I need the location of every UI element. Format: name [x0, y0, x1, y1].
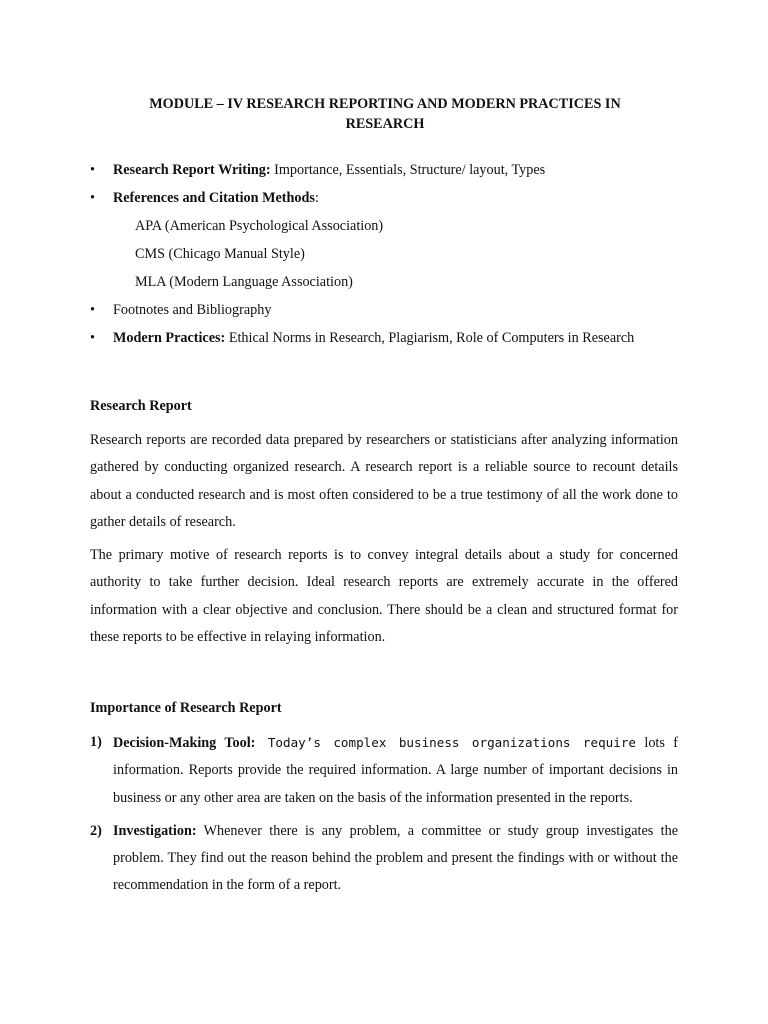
- importance-item-label: Decision-Making Tool:: [113, 735, 256, 751]
- title-line-1: MODULE – IV RESEARCH REPORTING AND MODERN PRACTICES IN: [149, 96, 621, 112]
- outline-item-footnotes: [90, 300, 690, 328]
- outline-item-label: References and Citation Methods: [113, 190, 315, 206]
- outline-subitem-apa: APA (American Psychological Association): [135, 218, 384, 234]
- bullet-icon: •: [90, 330, 95, 346]
- outline-item-report-writing: [90, 160, 690, 188]
- outline-item-citation-methods: [90, 188, 690, 216]
- importance-item-investigation: [90, 818, 678, 900]
- module-outline-list: [90, 160, 690, 356]
- importance-list: [90, 729, 678, 906]
- outline-item-text: Ethical Norms in Research, Plagiarism, Role of Computers in Research: [225, 330, 635, 346]
- importance-item-text: Whenever there is any problem, a committee or study group investigates the problem. They find out the reason behind the problem and present the findings with or without the recommendation in the form of a report.: [113, 822, 678, 894]
- importance-item-decision-making: [90, 729, 678, 812]
- outline-item-text: :: [314, 190, 319, 206]
- outline-subitem-mla: MLA (Modern Language Association): [135, 274, 353, 290]
- bullet-icon: •: [90, 190, 95, 206]
- importance-item-text-mono: Today’s complex business organizations require: [255, 735, 636, 750]
- outline-item-text: Importance, Essentials, Structure/ layout, Types: [270, 162, 546, 178]
- research-report-paragraph-2: The primary motive of research reports is to convey integral details about a study for concerned authority to take further decision. Ideal research reports are extremely accurate in the offered information with a clear objective and conclusion. There should be a clean and structured format for these reports to be effective in relaying information.: [90, 547, 678, 645]
- research-report-paragraph-1: Research reports are recorded data prepared by researchers or statisticians after analyzing information gathered by conducting organized research. A research report is a reliable source to recount details about a conducted research and is most often considered to be a true testimony of all the work done to gather details of research.: [90, 432, 678, 530]
- importance-item-text: lots f information. Reports provide the required information. A large number of important decisions in business or any other area are taken on the basis of the information presented in the reports.: [113, 735, 678, 806]
- outline-item-text: Footnotes and Bibliography: [113, 302, 272, 318]
- section-heading-importance: Importance of Research Report: [90, 700, 282, 716]
- importance-item-label: Investigation:: [113, 822, 197, 839]
- section-heading-research-report: Research Report: [90, 398, 192, 414]
- outline-item-modern-practices: [90, 328, 690, 356]
- page-title: [90, 94, 680, 134]
- outline-subitem-cms: CMS (Chicago Manual Style): [135, 246, 305, 262]
- outline-item-label: Modern Practices:: [113, 330, 226, 346]
- title-line-2: RESEARCH: [345, 116, 425, 132]
- outline-item-label: Research Report Writing:: [113, 162, 271, 178]
- list-number: 1): [90, 734, 102, 750]
- bullet-icon: •: [90, 302, 95, 318]
- list-number: 2): [90, 822, 102, 839]
- bullet-icon: •: [90, 162, 95, 178]
